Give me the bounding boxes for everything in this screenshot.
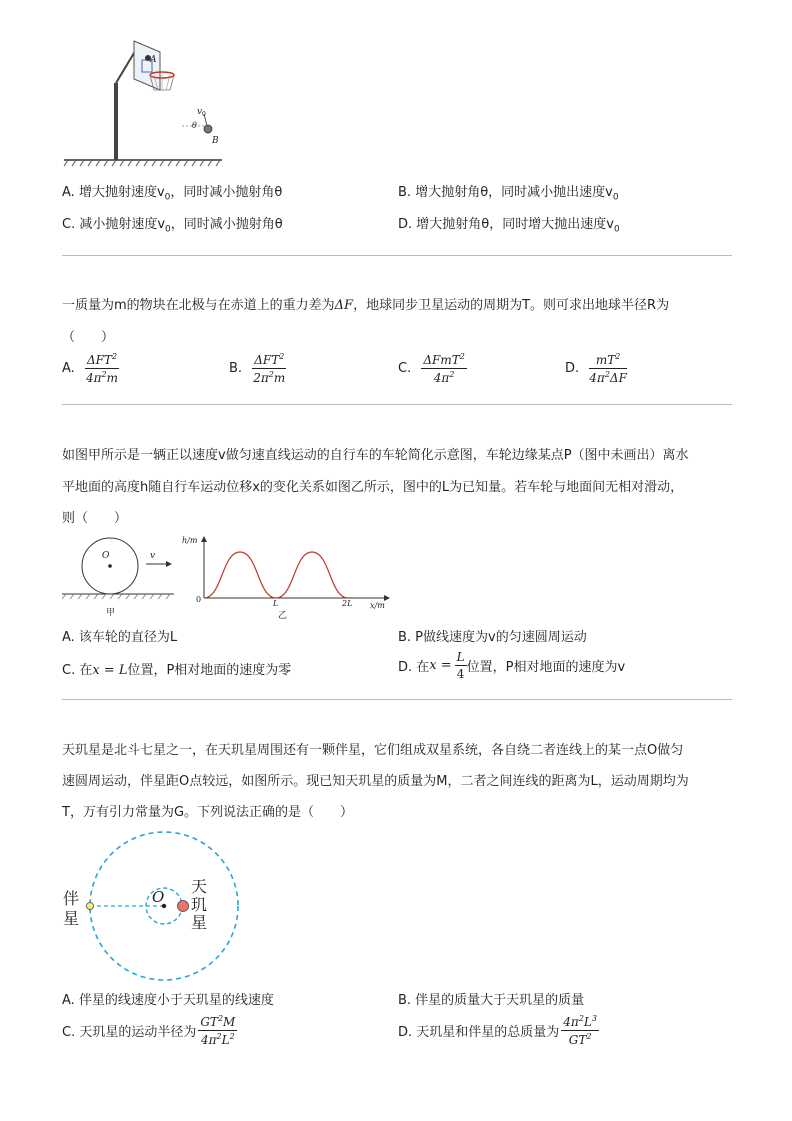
binary-star-figure — [62, 828, 252, 982]
height-curve — [204, 552, 348, 598]
divider — [62, 255, 732, 256]
tick-2L: 2L — [342, 599, 353, 608]
q4-stem-line-3: T，万有引力常量为G。下列说法正确的是（ ） — [62, 805, 354, 820]
fraction: $\frac{mT^2}{4\pi^2\Delta F}$ — [589, 352, 627, 385]
q3-option-c[interactable]: C. 在x = L位置，P相对地面的速度为零 — [62, 663, 292, 678]
fraction: $\frac{\Delta FT^2}{2\pi^2m}$ — [253, 352, 286, 385]
label-v: v — [150, 551, 156, 561]
tianji-star — [178, 901, 189, 912]
label-companion-2: 星 — [63, 909, 80, 928]
q2-stem: 一质量为m的物块在北极与在赤道上的重力差为ΔF，地球同步卫星运动的周期为T。则可求出地球半径R为 — [62, 298, 670, 313]
label-O: O — [102, 551, 110, 561]
fraction: $\frac{L}{4}$ — [456, 650, 465, 681]
q4-option-a[interactable]: A. 伴星的线速度小于天玑星的线速度 — [62, 993, 274, 1008]
label-tianji-3: 星 — [191, 913, 208, 932]
q2-paren: （ ） — [62, 330, 115, 345]
tick-L: L — [273, 599, 279, 608]
basketball-figure — [62, 38, 232, 170]
fraction: $\frac{\Delta FT^2}{4\pi^2m}$ — [85, 352, 118, 385]
label-theta: θ — [192, 121, 197, 130]
q2-option-c[interactable]: C. $\frac{\Delta FmT^2}{4\pi^2}$ — [398, 352, 465, 385]
q3-stem-line-1: 如图甲所示是一辆正以速度v做匀速直线运动的自行车的车轮简化示意图，车轮边缘某点P（图中未画出）离水 — [62, 448, 689, 463]
fraction: $\frac{4\pi^2L^3}{GT^2}$ — [563, 1014, 597, 1047]
q4-option-d[interactable]: D. 天玑星和伴星的总质量为 $\frac{4\pi^2L^3}{GT^2}$ — [398, 1014, 597, 1047]
q3-option-a[interactable]: A. 该车轮的直径为L — [62, 630, 178, 645]
q2-option-d[interactable]: D. $\frac{mT^2}{4\pi^2\Delta F}$ — [565, 352, 627, 385]
q1-option-d[interactable]: D. 增大抛射角θ，同时增大抛出速度$v_0$ — [398, 217, 620, 235]
label-A: A — [150, 55, 157, 65]
caption-jia: 甲 — [106, 608, 116, 618]
label-tianji-1: 天 — [191, 877, 208, 896]
divider — [62, 404, 732, 405]
caption-yi: 乙 — [278, 611, 288, 621]
companion-star — [87, 903, 94, 910]
q4-option-b[interactable]: B. 伴星的质量大于天玑星的质量 — [398, 993, 585, 1008]
tick-origin: 0 — [196, 595, 202, 604]
label-B: B — [212, 136, 219, 146]
axis-label-x: x/m — [370, 601, 385, 610]
q3-option-d[interactable]: D. 在x = $\frac{L}{4}$ 位置，P相对地面的速度为v — [398, 650, 626, 681]
q1-option-b[interactable]: B. 增大抛射角θ，同时减小抛出速度$v_0$ — [398, 185, 619, 203]
q3-stem-line-2: 平地面的高度h随自行车运动位移x的变化关系如图乙所示，图中的L为已知量。若车轮与地面间无相对滑动， — [62, 480, 684, 495]
height-displacement-graph — [180, 532, 392, 624]
axis-label-h: h/m — [182, 536, 198, 545]
label-companion-1: 伴 — [63, 889, 80, 908]
q1-option-c[interactable]: C. 减小抛射速度$v_0$，同时减小抛射角θ — [62, 217, 283, 235]
fraction: $\frac{\Delta FmT^2}{4\pi^2}$ — [423, 352, 465, 385]
label-tianji-2: 玑 — [191, 895, 208, 914]
wheel-figure — [62, 532, 180, 622]
q1-option-a[interactable]: A. 增大抛射速度$v_0$，同时减小抛射角θ — [62, 185, 283, 203]
label-O: O — [152, 888, 165, 906]
q2-option-a[interactable]: A. $\frac{\Delta FT^2}{4\pi^2m}$ — [62, 352, 118, 385]
divider — [62, 699, 732, 700]
q3-option-b[interactable]: B. P做线速度为v的匀速圆周运动 — [398, 630, 587, 645]
q4-option-c[interactable]: C. 天玑星的运动半径为 $\frac{GT^2M}{4\pi^2L^2}$ — [62, 1014, 236, 1047]
label-v0: v — [197, 107, 203, 117]
q4-stem-line-2: 速圆周运动，伴星距O点较远，如图所示。现已知天玑星的质量为M，二者之间连线的距离为L，运动周期均为 — [62, 774, 689, 789]
label-v0-sub: 0 — [202, 111, 206, 118]
fraction: $\frac{GT^2M}{4\pi^2L^2}$ — [200, 1014, 236, 1047]
q2-option-b[interactable]: B. $\frac{\Delta FT^2}{2\pi^2m}$ — [229, 352, 286, 385]
q4-stem-line-1: 天玑星是北斗七星之一，在天玑星周围还有一颗伴星，它们组成双星系统，各自绕二者连线上的某一点O做匀 — [62, 743, 684, 758]
q3-stem-line-3: 则（ ） — [62, 511, 128, 526]
